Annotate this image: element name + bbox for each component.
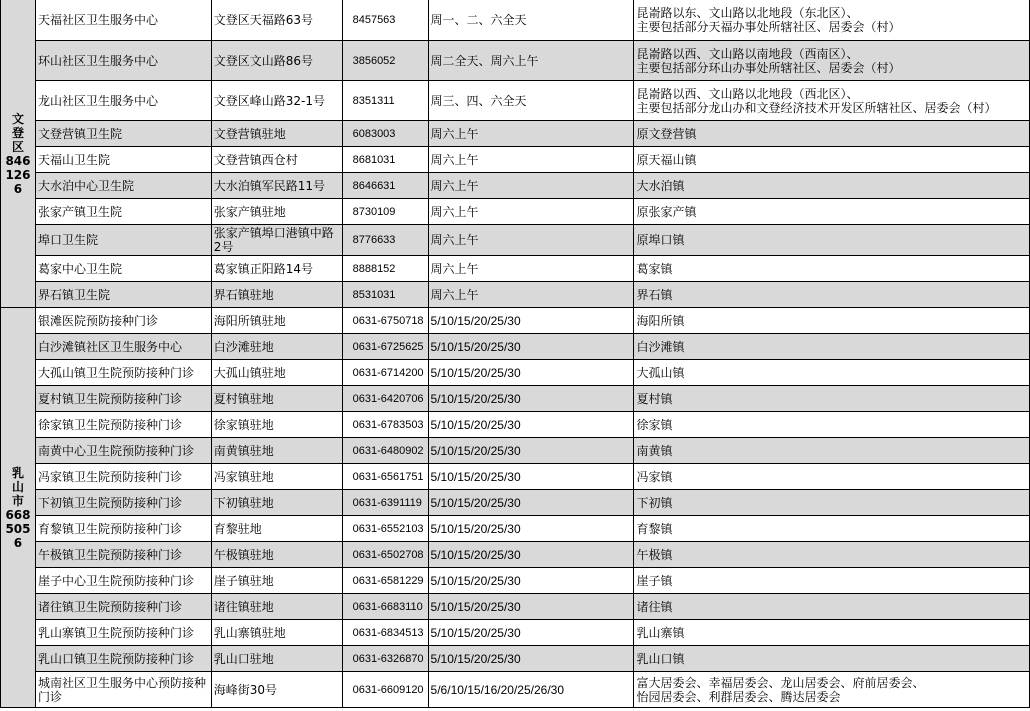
- service-area-cell: 界石镇: [634, 282, 1030, 308]
- clinic-address-cell: 南黄镇驻地: [211, 438, 342, 464]
- service-area-cell: 原天福山镇: [634, 147, 1030, 173]
- clinic-name-cell: 南黄中心卫生院预防接种门诊: [35, 438, 211, 464]
- service-area-cell: 葛家镇: [634, 256, 1030, 282]
- clinic-phone-cell: 0631-6750718: [342, 308, 428, 334]
- clinic-name-cell: 大水泊中心卫生院: [35, 173, 211, 199]
- district-phone: 8461266: [5, 153, 31, 196]
- service-area-cell: 南黄镇: [634, 438, 1030, 464]
- clinic-time-cell: 5/10/15/20/25/30: [428, 360, 634, 386]
- clinic-phone-cell: 8681031: [342, 147, 428, 173]
- clinic-phone-cell: 0631-6391119: [342, 490, 428, 516]
- clinic-phone-cell: 0631-6783503: [342, 412, 428, 438]
- service-area-cell: 大孤山镇: [634, 360, 1030, 386]
- service-area-cell: 崖子镇: [634, 568, 1030, 594]
- service-area-cell: 乳山寨镇: [634, 620, 1030, 646]
- clinic-name-cell: 银滩医院预防接种门诊: [35, 308, 211, 334]
- service-area-cell: 诸往镇: [634, 594, 1030, 620]
- clinic-time-cell: 周六上午: [428, 199, 634, 225]
- clinic-phone-cell: 0631-6683110: [342, 594, 428, 620]
- clinic-phone-cell: 0631-6561751: [342, 464, 428, 490]
- clinic-time-cell: 5/10/15/20/25/30: [428, 542, 634, 568]
- clinic-name-cell: 乳山口镇卫生院预防接种门诊: [35, 646, 211, 672]
- service-area-cell: 育黎镇: [634, 516, 1030, 542]
- clinic-table-body: [1, 0, 1030, 708]
- clinic-time-cell: 5/10/15/20/25/30: [428, 568, 634, 594]
- clinic-name-cell: 育黎镇卫生院预防接种门诊: [35, 516, 211, 542]
- clinic-address-cell: 文登区峰山路32-1号: [211, 81, 342, 121]
- clinic-phone-cell: 8776633: [342, 225, 428, 256]
- table-row: [1, 646, 1030, 672]
- clinic-address-cell: 午极镇驻地: [211, 542, 342, 568]
- clinic-address-cell: 大水泊镇军民路11号: [211, 173, 342, 199]
- clinic-time-cell: 5/10/15/20/25/30: [428, 412, 634, 438]
- clinic-address-cell: 诸往镇驻地: [211, 594, 342, 620]
- table-row: [1, 256, 1030, 282]
- service-area-cell: 海阳所镇: [634, 308, 1030, 334]
- clinic-phone-cell: 0631-6326870: [342, 646, 428, 672]
- table-row: [1, 516, 1030, 542]
- clinic-time-cell: 5/10/15/20/25/30: [428, 620, 634, 646]
- clinic-name-cell: 龙山社区卫生服务中心: [35, 81, 211, 121]
- clinic-address-cell: 乳山寨镇驻地: [211, 620, 342, 646]
- clinic-name-cell: 乳山寨镇卫生院预防接种门诊: [35, 620, 211, 646]
- clinic-name-cell: 环山社区卫生服务中心: [35, 41, 211, 81]
- clinic-address-cell: 下初镇驻地: [211, 490, 342, 516]
- clinic-address-cell: 夏村镇驻地: [211, 386, 342, 412]
- clinic-phone-cell: 0631-6725625: [342, 334, 428, 360]
- clinic-address-cell: 育黎驻地: [211, 516, 342, 542]
- clinic-time-cell: 5/10/15/20/25/30: [428, 464, 634, 490]
- clinic-name-cell: 徐家镇卫生院预防接种门诊: [35, 412, 211, 438]
- clinic-phone-cell: 8531031: [342, 282, 428, 308]
- clinic-address-cell: 文登营镇驻地: [211, 121, 342, 147]
- clinic-time-cell: 周六上午: [428, 225, 634, 256]
- clinic-time-cell: 周六上午: [428, 121, 634, 147]
- clinic-address-cell: 张家产镇驻地: [211, 199, 342, 225]
- table-row: [1, 225, 1030, 256]
- service-area-cell: 下初镇: [634, 490, 1030, 516]
- clinic-name-cell: 诸往镇卫生院预防接种门诊: [35, 594, 211, 620]
- clinic-address-cell: 葛家镇正阳路14号: [211, 256, 342, 282]
- district-name: 文登区: [11, 111, 24, 154]
- clinic-time-cell: 周六上午: [428, 282, 634, 308]
- clinic-time-cell: 5/6/10/15/16/20/25/26/30: [428, 672, 634, 708]
- service-area-cell: 白沙滩镇: [634, 334, 1030, 360]
- clinic-name-cell: 张家产镇卫生院: [35, 199, 211, 225]
- clinic-name-cell: 城南社区卫生服务中心预防接种门诊: [35, 672, 211, 708]
- clinic-phone-cell: 0631-6714200: [342, 360, 428, 386]
- clinic-phone-cell: 8646631: [342, 173, 428, 199]
- clinic-name-cell: 冯家镇卫生院预防接种门诊: [35, 464, 211, 490]
- table-row: [1, 173, 1030, 199]
- clinic-phone-cell: 0631-6609120: [342, 672, 428, 708]
- clinic-phone-cell: 0631-6420706: [342, 386, 428, 412]
- clinic-time-cell: 5/10/15/20/25/30: [428, 646, 634, 672]
- clinic-time-cell: 周六上午: [428, 173, 634, 199]
- table-row: [1, 308, 1030, 334]
- service-area-cell: 原埠口镇: [634, 225, 1030, 256]
- clinic-phone-cell: 0631-6480902: [342, 438, 428, 464]
- clinic-time-cell: 5/10/15/20/25/30: [428, 490, 634, 516]
- clinic-phone-cell: 0631-6581229: [342, 568, 428, 594]
- service-area-cell: 原文登营镇: [634, 121, 1030, 147]
- clinic-address-cell: 张家产镇埠口港镇中路2号: [211, 225, 342, 256]
- service-area-cell: 原张家产镇: [634, 199, 1030, 225]
- clinic-phone-cell: 8457563: [342, 0, 428, 41]
- table-row: [1, 568, 1030, 594]
- clinic-time-cell: 5/10/15/20/25/30: [428, 516, 634, 542]
- clinic-time-cell: 5/10/15/20/25/30: [428, 334, 634, 360]
- clinic-name-cell: 葛家中心卫生院: [35, 256, 211, 282]
- clinic-address-cell: 文登区文山路86号: [211, 41, 342, 81]
- clinic-name-cell: 埠口卫生院: [35, 225, 211, 256]
- clinic-address-cell: 白沙滩驻地: [211, 334, 342, 360]
- service-area-cell: 徐家镇: [634, 412, 1030, 438]
- table-row: [1, 121, 1030, 147]
- clinic-name-cell: 白沙滩镇社区卫生服务中心: [35, 334, 211, 360]
- clinic-phone-cell: 8888152: [342, 256, 428, 282]
- district-cell: [1, 308, 36, 708]
- clinic-phone-cell: 8351311: [342, 81, 428, 121]
- clinic-phone-cell: 3856052: [342, 41, 428, 81]
- clinic-address-cell: 徐家镇驻地: [211, 412, 342, 438]
- service-area-cell: 昆嵛路以东、文山路以北地段（东北区）、 主要包括部分天福办事处所辖社区、居委会（村）: [634, 0, 1030, 41]
- clinic-address-cell: 界石镇驻地: [211, 282, 342, 308]
- clinic-name-cell: 界石镇卫生院: [35, 282, 211, 308]
- clinic-time-cell: 周六上午: [428, 147, 634, 173]
- table-row: [1, 0, 1030, 41]
- clinic-name-cell: 午极镇卫生院预防接种门诊: [35, 542, 211, 568]
- clinic-time-cell: 5/10/15/20/25/30: [428, 438, 634, 464]
- table-row: [1, 412, 1030, 438]
- clinic-address-cell: 冯家镇驻地: [211, 464, 342, 490]
- clinic-time-cell: 周六上午: [428, 256, 634, 282]
- clinic-time-cell: 5/10/15/20/25/30: [428, 308, 634, 334]
- clinic-phone-cell: 0631-6502708: [342, 542, 428, 568]
- clinic-time-cell: 周二全天、周六上午: [428, 41, 634, 81]
- clinic-address-cell: 崖子镇驻地: [211, 568, 342, 594]
- clinic-phone-cell: 8730109: [342, 199, 428, 225]
- clinic-time-cell: 周一、二、六全天: [428, 0, 634, 41]
- table-row: [1, 438, 1030, 464]
- service-area-cell: 冯家镇: [634, 464, 1030, 490]
- district-cell: [1, 0, 36, 308]
- clinic-time-cell: 5/10/15/20/25/30: [428, 386, 634, 412]
- table-row: [1, 620, 1030, 646]
- clinic-phone-cell: 0631-6552103: [342, 516, 428, 542]
- table-row: [1, 81, 1030, 121]
- service-area-cell: 富大居委会、幸福居委会、龙山居委会、府前居委会、 怡园居委会、利群居委会、腾达居委会: [634, 672, 1030, 708]
- clinic-name-cell: 下初镇卫生院预防接种门诊: [35, 490, 211, 516]
- clinic-name-cell: 大孤山镇卫生院预防接种门诊: [35, 360, 211, 386]
- table-row: [1, 147, 1030, 173]
- clinic-address-cell: 文登营镇西仓村: [211, 147, 342, 173]
- service-area-cell: 乳山口镇: [634, 646, 1030, 672]
- service-area-cell: 午极镇: [634, 542, 1030, 568]
- clinic-phone-cell: 0631-6834513: [342, 620, 428, 646]
- clinic-address-cell: 文登区天福路63号: [211, 0, 342, 41]
- table-row: [1, 41, 1030, 81]
- service-area-cell: 大水泊镇: [634, 173, 1030, 199]
- service-area-cell: 昆嵛路以西、文山路以北地段（西北区）、 主要包括部分龙山办和文登经济技术开发区所辖社区、居委会（村）: [634, 81, 1030, 121]
- clinic-address-cell: 乳山口驻地: [211, 646, 342, 672]
- table-row: [1, 490, 1030, 516]
- clinic-phone-cell: 6083003: [342, 121, 428, 147]
- clinic-name-cell: 文登营镇卫生院: [35, 121, 211, 147]
- table-row: [1, 542, 1030, 568]
- table-row: [1, 360, 1030, 386]
- table-row: [1, 199, 1030, 225]
- clinic-address-cell: 海峰街30号: [211, 672, 342, 708]
- clinic-name-cell: 天福山卫生院: [35, 147, 211, 173]
- table-row: [1, 334, 1030, 360]
- clinic-address-cell: 大孤山镇驻地: [211, 360, 342, 386]
- clinic-time-cell: 周三、四、六全天: [428, 81, 634, 121]
- clinic-name-cell: 崖子中心卫生院预防接种门诊: [35, 568, 211, 594]
- table-row: [1, 282, 1030, 308]
- table-row: [1, 672, 1030, 708]
- district-name: 乳山市: [11, 465, 24, 508]
- table-row: [1, 594, 1030, 620]
- clinic-time-cell: 5/10/15/20/25/30: [428, 594, 634, 620]
- service-area-cell: 夏村镇: [634, 386, 1030, 412]
- clinic-address-cell: 海阳所镇驻地: [211, 308, 342, 334]
- table-row: [1, 464, 1030, 490]
- clinic-name-cell: 夏村镇卫生院预防接种门诊: [35, 386, 211, 412]
- service-area-cell: 昆嵛路以西、文山路以南地段（西南区）、 主要包括部分环山办事处所辖社区、居委会（村）: [634, 41, 1030, 81]
- district-phone: 6685056: [5, 507, 31, 550]
- table-row: [1, 386, 1030, 412]
- clinic-name-cell: 天福社区卫生服务中心: [35, 0, 211, 41]
